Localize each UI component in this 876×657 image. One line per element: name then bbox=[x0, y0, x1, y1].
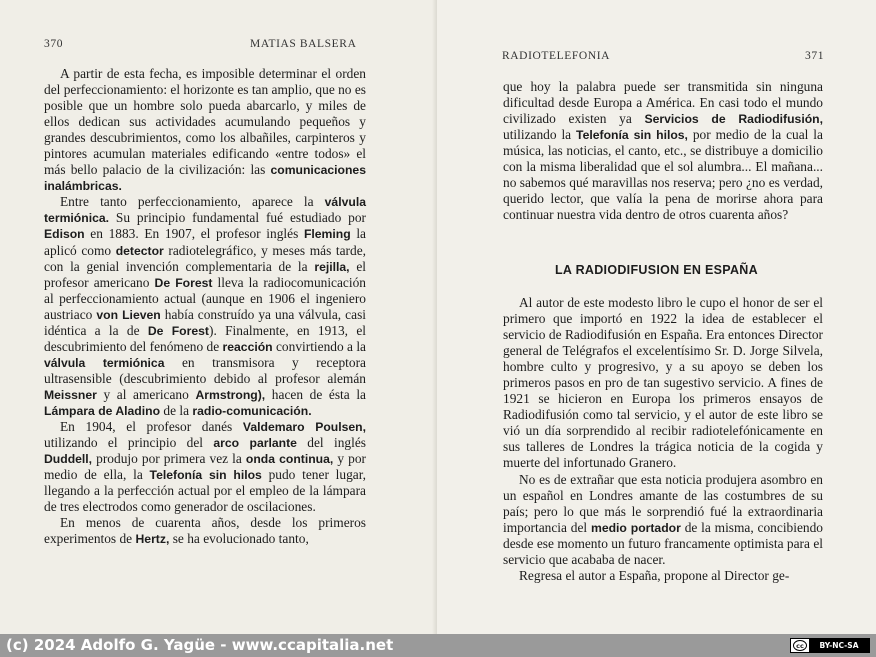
paragraph bbox=[503, 472, 823, 568]
creative-commons-icon: cc bbox=[793, 640, 807, 651]
paragraph bbox=[44, 515, 366, 547]
license-label: BY-NC-SA bbox=[809, 639, 869, 652]
text-run: lleva la radiocomunicación al perfeccionamiento actual (aunque en 1906 el ingeniero austriaco bbox=[44, 274, 366, 322]
text-run: Entre tanto perfeccionamiento, aparece la bbox=[60, 194, 325, 210]
bold-term: onda continua, bbox=[245, 452, 334, 467]
bold-term: Duddell, bbox=[44, 452, 93, 467]
text-run: utilizando la bbox=[503, 127, 577, 143]
paragraph bbox=[44, 419, 366, 515]
page-number-left: 370 bbox=[44, 38, 64, 50]
right-page bbox=[437, 0, 876, 634]
text-run: convirtiendo a la bbox=[272, 338, 366, 354]
bold-term: Valdemaro Poulsen, bbox=[242, 420, 367, 435]
paragraph bbox=[503, 79, 823, 223]
paragraph bbox=[503, 295, 823, 472]
text-run: produjo por primera vez la bbox=[92, 451, 246, 467]
text-run: ). Finalmente, en 1913, el descubrimiento del fenómeno de bbox=[44, 322, 366, 354]
text-run: y por medio de ella, la bbox=[44, 451, 366, 483]
text-run: la aplicó como bbox=[44, 226, 366, 258]
right-body-text bbox=[503, 79, 823, 223]
text-run: No es de extrañar que esta noticia produjera asombro en un español en Londres amante de las costumbres de su país; pero lo que más le sorprendió fué la extraordinaria importancia del bbox=[503, 471, 823, 535]
bold-term: radio-comunicación. bbox=[192, 403, 312, 418]
text-run: En 1904, el profesor danés bbox=[60, 419, 243, 435]
footer-bar bbox=[0, 634, 876, 657]
bold-term: Armstrong), bbox=[195, 387, 266, 402]
text-run: el profesor americano bbox=[44, 258, 366, 290]
bold-term: Edison bbox=[44, 227, 85, 242]
text-run: Su principio fundamental fué estudiado por bbox=[109, 210, 366, 226]
bold-term: De Forest bbox=[147, 323, 209, 338]
bold-term: comunicaciones inalámbricas. bbox=[44, 163, 366, 194]
bold-term: reacción bbox=[222, 339, 273, 354]
bold-term: rejilla, bbox=[314, 259, 350, 274]
bold-term: válvula termiónica. bbox=[44, 195, 366, 226]
text-run: A partir de esta fecha, es imposible determinar el orden del perfeccionamiento: el horizonte es tan amplio, que no es posible que un hombre solo pueda abarcarlo, y miles de ellos dedican sus actividades acumulando pequeños y grandes descubrimientos, como los albañiles, carpinteros y pintores acumulan materiales edificando «entre todos» el más bello palacio de la civilización: las bbox=[44, 66, 367, 178]
running-head-left: MATIAS BALSERA bbox=[250, 38, 357, 50]
bold-term: Telefonía sin hilos bbox=[149, 468, 262, 483]
text-run: hacen de ésta la bbox=[265, 386, 366, 402]
left-page bbox=[0, 0, 437, 634]
text-run: en 1883. En 1907, el profesor inglés bbox=[84, 226, 304, 242]
bold-term: medio portador bbox=[590, 520, 681, 535]
text-run: radiotelegráfico, y meses más tarde, con la genial invención complementaria de la bbox=[44, 242, 366, 274]
bold-term: válvula termiónica bbox=[44, 355, 165, 370]
paragraph bbox=[44, 66, 366, 194]
cc-license-badge[interactable] bbox=[790, 638, 870, 653]
bold-term: arco parlante bbox=[213, 436, 297, 451]
text-run: Al autor de este modesto libro le cupo el honor de ser el primero que importó en 1922 la idea de establecer el servicio de Radiodifusión en España. Era entonces Director general de Telégrafos el excelentísimo Sr. D. Jorge Silvela, hombre culto y progresivo, y a su apoyo se deben los primeros pasos en pro de tan sugestivo servicio. A fines de 1921 se hicieron en Europa los primeros ensayos de Radiodifusión como tal servicio, y el autor de este libro se vió un día sorprendido al recibir radiotelefónicamente en sus talleres de Londres la trágica noticia de la cogida y muerte del infortunado Granero. bbox=[503, 295, 823, 471]
text-run: se ha evolucionado tanto, bbox=[169, 531, 309, 547]
bold-term: De Forest bbox=[154, 275, 213, 290]
text-run: por medio de la cual la música, las noticias, el canto, etc., se distribuye a domicilio con la misma liberalidad que el sol alumbra... El mañana... no sabemos qué maravillas nos reserva; pero ¿no es verdad, querido lector, que valía la pena de morirse ahora para continuar nuestra vida dentro de otros cuarenta años? bbox=[503, 127, 823, 223]
text-run: del inglés bbox=[296, 435, 367, 451]
text-run: pudo tener lugar, llegando a la perfección actual por el empleo de la lámpara de tres electrodos como generador de oscilaciones. bbox=[44, 467, 366, 515]
text-run: que hoy la palabra puede ser transmitida sin ninguna dificultad desde Europa a América. En casi todo el mundo civilizado existen ya bbox=[503, 79, 823, 127]
page-number-right: 371 bbox=[805, 50, 825, 62]
left-body-text bbox=[44, 66, 366, 547]
bold-term: Lámpara de Aladino bbox=[44, 403, 161, 418]
text-run: y al americano bbox=[96, 386, 196, 402]
bold-term: Servicios de Radiodifusión, bbox=[644, 112, 823, 127]
text-run: utilizando el principio del bbox=[44, 435, 214, 451]
bold-term: Telefonía sin hilos, bbox=[576, 128, 688, 143]
text-run: en transmisora y receptora ultrasensible (descubrimiento debido al profesor alemán bbox=[44, 354, 366, 386]
paragraph bbox=[503, 568, 823, 584]
section-heading: LA RADIODIFUSION EN ESPAÑA bbox=[555, 263, 758, 277]
copyright-text: (c) 2024 Adolfo G. Yagüe - www.ccapitalia.net bbox=[6, 636, 394, 654]
bold-term: Hertz, bbox=[135, 532, 170, 547]
text-run: de la misma, concibiendo desde ese momento un futuro francamente optimista para el servicio que acababa de nacer. bbox=[503, 519, 823, 567]
section-body-text bbox=[503, 295, 823, 584]
text-run: Regresa el autor a España, propone al Director ge- bbox=[519, 567, 790, 583]
text-run: había construído ya una válvula, casi idéntica a la de bbox=[44, 306, 367, 338]
text-run: de la bbox=[160, 402, 193, 418]
bold-term: von Lieven bbox=[96, 307, 161, 322]
running-head-right: RADIOTELEFONIA bbox=[502, 50, 611, 62]
text-run: En menos de cuarenta años, desde los primeros experimentos de bbox=[44, 515, 366, 547]
bold-term: Meissner bbox=[44, 387, 97, 402]
bold-term: detector bbox=[115, 243, 164, 258]
paragraph bbox=[44, 194, 366, 419]
bold-term: Fleming bbox=[303, 227, 351, 242]
